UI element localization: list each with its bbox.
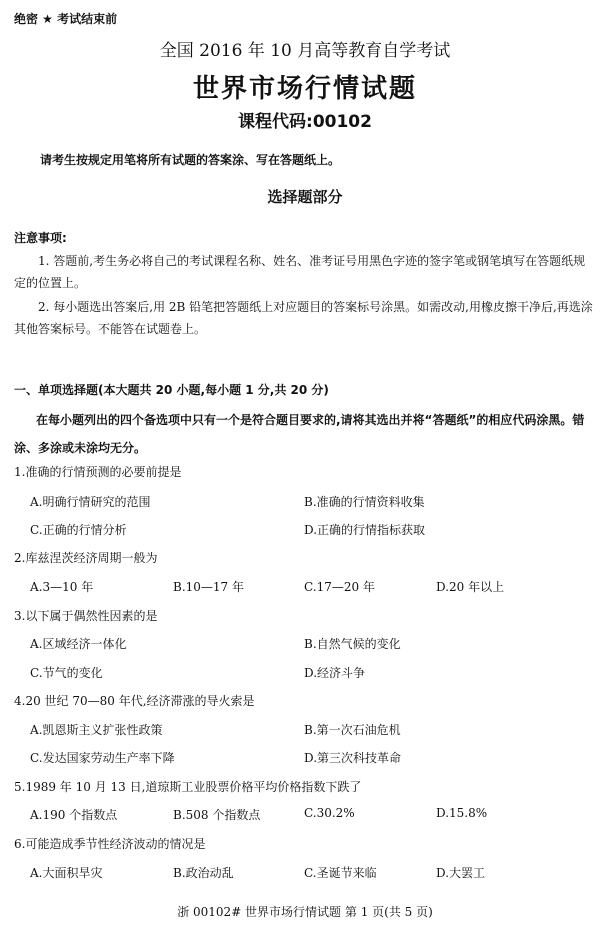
- question-option: C.30.2%: [304, 806, 355, 820]
- question-stem: 1.准确的行情预测的必要前提是: [14, 465, 182, 479]
- question-option: B.第一次石油危机: [304, 723, 401, 737]
- question-option: C.圣诞节来临: [304, 866, 377, 880]
- question-option: B.508 个指数点: [173, 808, 261, 822]
- question-stem: 2.库兹涅茨经济周期一般为: [14, 551, 158, 565]
- notice-item-1: 1. 答题前,考生务必将自己的考试课程名称、姓名、准考证号用黑色字迹的签字笔或钢笔填写在答题纸规定的位置上。: [14, 254, 586, 290]
- question-stem: 5.1989 年 10 月 13 日,道琼斯工业股票价格平均价格指数下跌了: [14, 780, 362, 794]
- page-title: 世界市场行情试题: [192, 74, 417, 104]
- question-option: D.正确的行情指标获取: [304, 523, 426, 537]
- question-stem: 4.20 世纪 70—80 年代,经济滞涨的导火索是: [14, 694, 255, 708]
- course-code: 课程代码:00102: [238, 112, 372, 132]
- notice-title: 注意事项:: [14, 231, 67, 245]
- answer-instruction: 请考生按规定用笔将所有试题的答案涂、写在答题纸上。: [40, 153, 341, 167]
- question-option: D.15.8%: [436, 806, 488, 820]
- question-option: A.190 个指数点: [30, 808, 118, 822]
- question-option: D.经济斗争: [304, 666, 366, 680]
- question-option: B.准确的行情资料收集: [304, 495, 425, 509]
- part-title: 选择题部分: [267, 188, 343, 206]
- question-option: D.大罢工: [436, 866, 486, 880]
- question-stem: 6.可能造成季节性经济波动的情况是: [14, 837, 206, 851]
- question-option: A.明确行情研究的范围: [30, 495, 151, 509]
- section-description: [14, 406, 596, 462]
- confidential-label: 绝密 ★ 考试结束前: [14, 12, 118, 26]
- question-option: C.正确的行情分析: [30, 523, 127, 537]
- question-option: C.17—20 年: [304, 580, 375, 594]
- section-title: 一、单项选择题(本大题共 20 小题,每小题 1 分,共 20 分): [14, 383, 329, 397]
- question-option: B.10—17 年: [173, 580, 244, 594]
- question-stem: 3.以下属于偶然性因素的是: [14, 609, 158, 623]
- question-option: B.自然气候的变化: [304, 637, 401, 651]
- question-option: C.发达国家劳动生产率下降: [30, 751, 175, 765]
- question-option: A.3—10 年: [30, 580, 94, 594]
- page-footer: 浙 00102# 世界市场行情试题 第 1 页(共 5 页): [177, 905, 433, 919]
- question-option: C.节气的变化: [30, 666, 103, 680]
- question-option: D.第三次科技革命: [304, 751, 402, 765]
- question-option: D.20 年以上: [436, 580, 505, 594]
- section-description-text: 在每小题列出的四个备选项中只有一个是符合题目要求的,请将其选出并将“答题纸”的相应代码涂黑。错涂、多涂或未涂均无分。: [14, 413, 585, 455]
- question-option: A.区域经济一体化: [30, 637, 127, 651]
- question-option: A.大面积旱灾: [30, 866, 103, 880]
- notice-item-2: 2. 每小题选出答案后,用 2B 铅笔把答题纸上对应题目的答案标号涂黑。如需改动,用橡皮擦干净后,再选涂其他答案标号。不能答在试题卷上。: [14, 300, 593, 336]
- question-option: A.凯恩斯主义扩张性政策: [30, 723, 163, 737]
- exam-session-line: 全国 2016 年 10 月高等教育自学考试: [159, 41, 451, 61]
- question-option: B.政治动乱: [173, 866, 234, 880]
